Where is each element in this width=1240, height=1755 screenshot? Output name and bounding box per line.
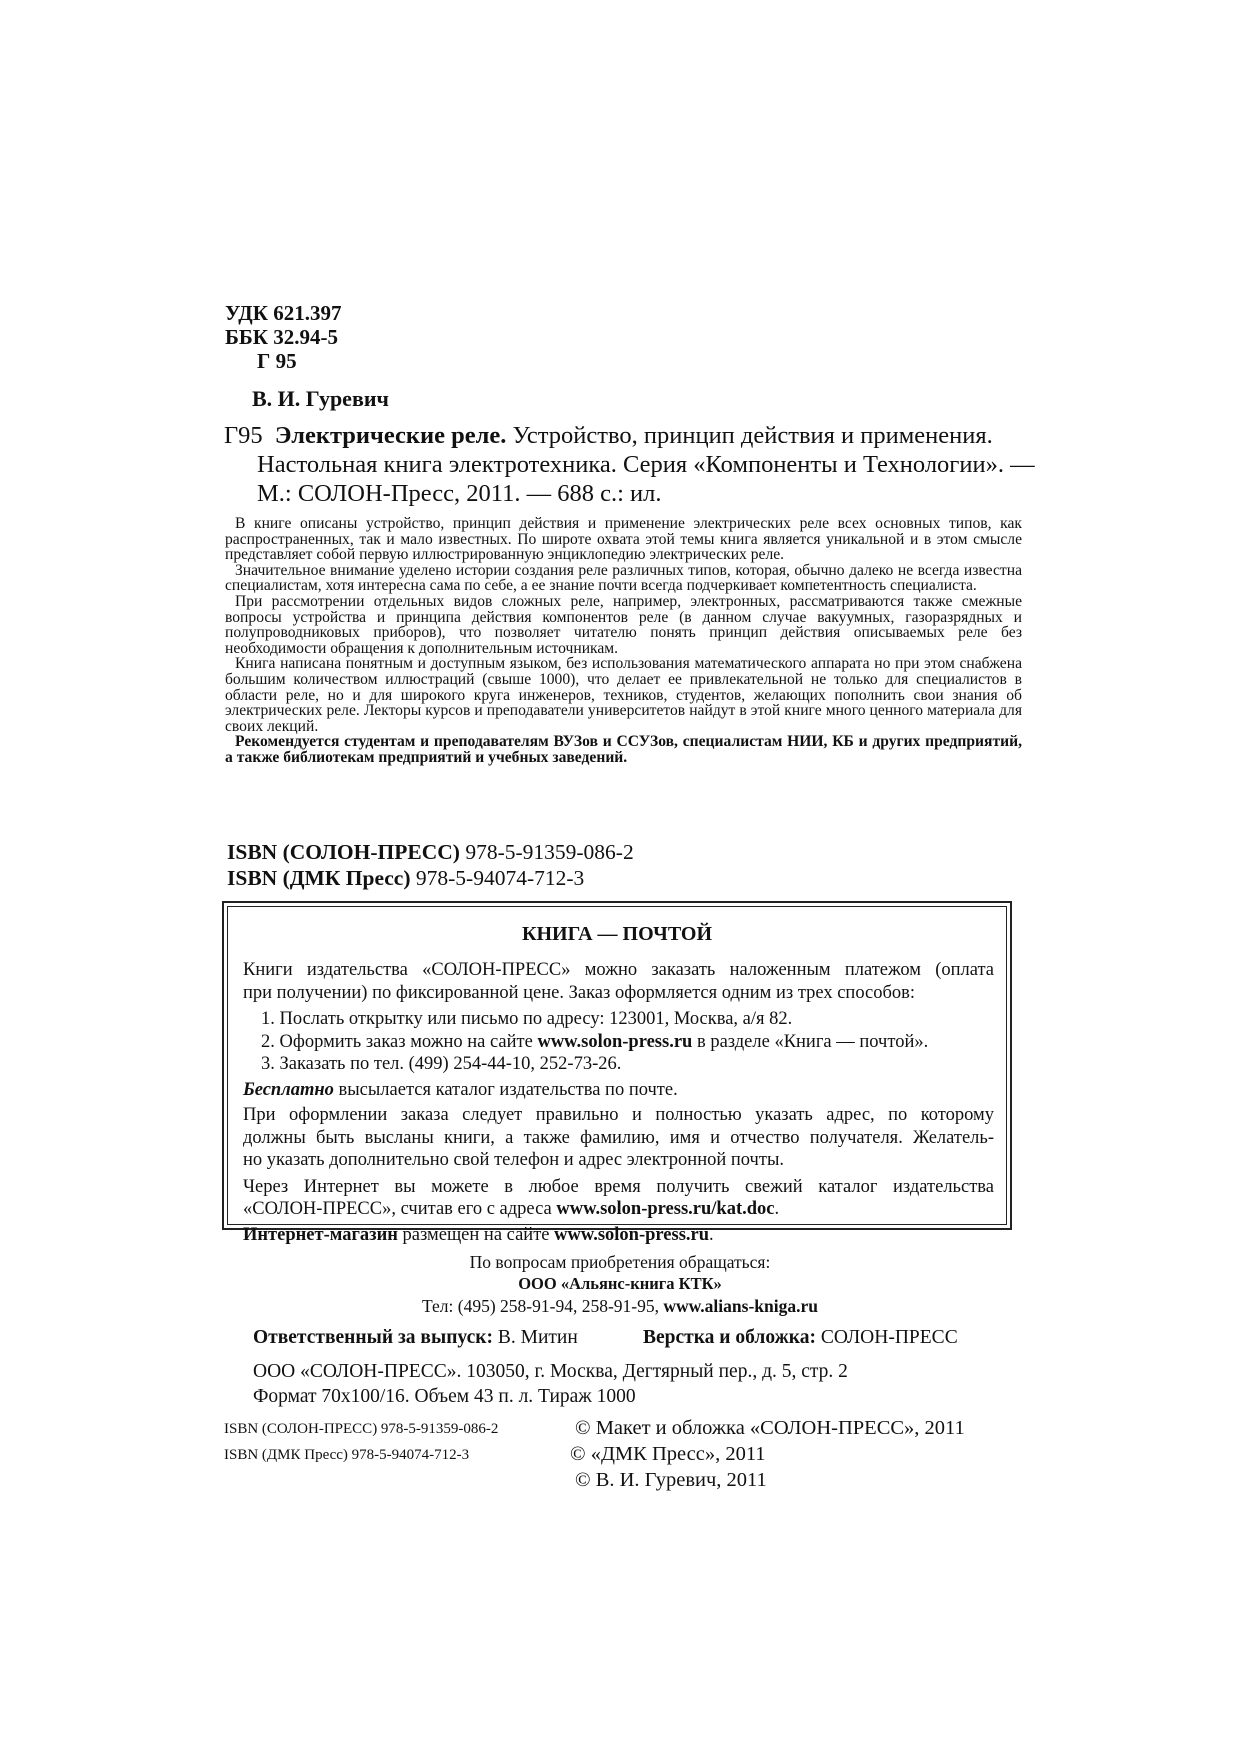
bib-prefix: Г95: [224, 422, 263, 449]
copyright-1: © Макет и обложка «СОЛОН-ПРЕСС», 2011: [575, 1417, 965, 1439]
bbk-code: ББК 32.94-5: [225, 325, 338, 349]
classification-block: [225, 301, 341, 373]
layout-value: СОЛОН-ПРЕСС: [820, 1327, 958, 1348]
bottom-isbn-list: [224, 1416, 498, 1468]
order-option-2: [243, 1031, 994, 1054]
isbn-dmk: [227, 865, 634, 891]
bib-subtitle: Устройство, принцип действия и применения.: [512, 422, 993, 449]
bottom-isbn: ISBN (ДМК Пресс) 978-5-94074-712-3: [224, 1447, 470, 1463]
free-catalog-line: [243, 1079, 994, 1102]
bib-publisher: М.: СОЛОН-Пресс, 2011. — 688 с.: ил.: [257, 480, 662, 507]
bib-series: Настольная книга электротехника. Серия «Компоненты и Технологии». —: [257, 451, 1035, 478]
annotation-paragraph: Книга написана понятным и доступным языком, без использования математического аппарата но при этом снабжена большим количеством иллюстраций (свыше 1000), что делает ее привлекательной не только для специалистов в области реле, но и для широкого круга инженеров, техников, студентов, желающих пополнить свои знания об электрических реле. Лекторы курсов и преподаватели университетов найдут в этой книге много ценного материала для своих лекций.: [225, 655, 1022, 735]
recommendation: Рекомендуется студентам и преподавателям ВУЗов и ССУЗов, специалистам НИИ, КБ и других предприятий, а также библиотекам предприятий и учебных заведений.: [225, 733, 1022, 766]
isbn-label: ISBN (СОЛОН-ПРЕСС): [227, 840, 460, 864]
online-shop-text: .: [709, 1224, 714, 1245]
catalog-text: «СОЛОН-ПРЕСС», считав его с адреса: [243, 1199, 552, 1219]
contact-phone: Тел: (495) 258-91-94, 258-91-95,: [422, 1296, 659, 1316]
annotation-paragraph: Значительное внимание уделено истории создания реле различных типов, которая, обычно далеко не всегда известна специалистам, хотя интересна сама по себе, а ее знание почти всегда подчеркивает компетентность специалиста.: [225, 561, 1022, 595]
contact-phone-line: [400, 1295, 840, 1317]
online-shop-line: [243, 1224, 994, 1247]
internet-catalog-line: Через Интернет вы можете в любое время получить свежий каталог издательства: [243, 1176, 994, 1197]
isbn-block: [227, 839, 634, 891]
responsible-label: Ответственный за выпуск:: [253, 1327, 493, 1348]
box-intro-line: при получении) по фиксированной цене. Заказ оформляется одним из трех способов:: [243, 982, 916, 1003]
bibliographic-entry: [224, 421, 1035, 508]
box-title: КНИГА — ПОЧТОЙ: [521, 923, 713, 945]
solon-site-link[interactable]: www.solon-press.ru: [537, 1031, 693, 1052]
box-intro-line: Книги издательства «СОЛОН-ПРЕСС» можно заказать наложенным платежом (оплата: [243, 960, 994, 980]
internet-catalog-line: [243, 1198, 994, 1221]
annotation-paragraph: При рассмотрении отдельных видов сложных реле, например, электронных, рассматриваются также смежные вопросы устройства и принципа действия компонентов реле (в данном случае вакуумных, газоразрядных и полупроводниковых приборов), что позволяет читателю понять принцип действия описываемых реле без необходимости обращения к дополнительным источникам.: [225, 592, 1022, 657]
udk-code: УДК 621.397: [225, 301, 342, 325]
order-instructions-line: При оформлении заказа следует правильно и полностью указать адрес, по которому: [243, 1105, 994, 1125]
isbn-value: 978-5-91359-086-2: [465, 840, 634, 864]
copyright-3: © В. И. Гуревич, 2011: [575, 1469, 767, 1491]
free-text: высылается каталог издательства по почте.: [338, 1079, 678, 1100]
layout-label: Верстка и обложка:: [643, 1327, 816, 1348]
online-shop-link[interactable]: www.solon-press.ru: [554, 1224, 710, 1245]
author-name: В. И. Гуревич: [252, 386, 389, 411]
option-text: 2. Оформить заказ можно на сайте: [261, 1031, 533, 1052]
isbn-label: ISBN (ДМК Пресс): [227, 866, 411, 890]
author-sign: Г 95: [257, 349, 297, 373]
layout-line: [643, 1325, 958, 1350]
contact-company: ООО «Альянс-книга КТК»: [518, 1274, 722, 1293]
book-title: Электрические реле.: [274, 422, 507, 449]
catalog-link[interactable]: www.solon-press.ru/kat.doc: [556, 1199, 775, 1219]
isbn-value: 978-5-94074-712-3: [415, 866, 585, 890]
order-instructions-line: но указать дополнительно свой телефон и адрес электронной почты.: [243, 1150, 784, 1170]
online-shop-label: Интернет-магазин: [243, 1224, 398, 1245]
catalog-text: .: [774, 1199, 780, 1219]
annotation-paragraph: В книге описаны устройство, принцип действия и применение электрических реле всех основных типов, как распространенных, так и мало известных. По широте охвата этой темы книга является уникальной и в этом смысле представляет собой первую иллюстрированную энциклопедию электрических реле.: [225, 515, 1022, 564]
order-option-3: 3. Заказать по тел. (499) 254-44-10, 252-73-26.: [261, 1054, 622, 1074]
order-option-1: 1. Послать открытку или письмо по адресу: 123001, Москва, а/я 82.: [261, 1009, 793, 1029]
box-content: [243, 959, 994, 1246]
book-by-mail-box: [222, 901, 1012, 1245]
contact-block: [400, 1251, 840, 1317]
contact-intro: По вопросам приобретения обращаться:: [469, 1252, 771, 1272]
bottom-isbn: ISBN (СОЛОН-ПРЕСС) 978-5-91359-086-2: [224, 1421, 499, 1437]
print-format: Формат 70x100/16. Объем 43 п. л. Тираж 1000: [253, 1386, 636, 1407]
isbn-solon: [227, 839, 634, 865]
responsible-value: В. Митин: [497, 1327, 578, 1348]
annotation: [225, 516, 1022, 766]
order-instructions-line: должны быть высланы книги, а также фамилию, имя и отчество получателя. Желатель-: [243, 1127, 994, 1148]
online-shop-text: размещен на сайте: [402, 1224, 550, 1245]
alians-site-link[interactable]: www.alians-kniga.ru: [663, 1296, 818, 1316]
option-text: в разделе «Книга — почтой».: [696, 1031, 929, 1052]
publisher-address: ООО «СОЛОН-ПРЕСС». 103050, г. Москва, Дегтярный пер., д. 5, стр. 2: [253, 1361, 848, 1382]
responsible-line: [253, 1325, 578, 1350]
free-emphasis: Бесплатно: [243, 1079, 334, 1100]
copyright-2: © «ДМК Пресс», 2011: [570, 1443, 766, 1465]
